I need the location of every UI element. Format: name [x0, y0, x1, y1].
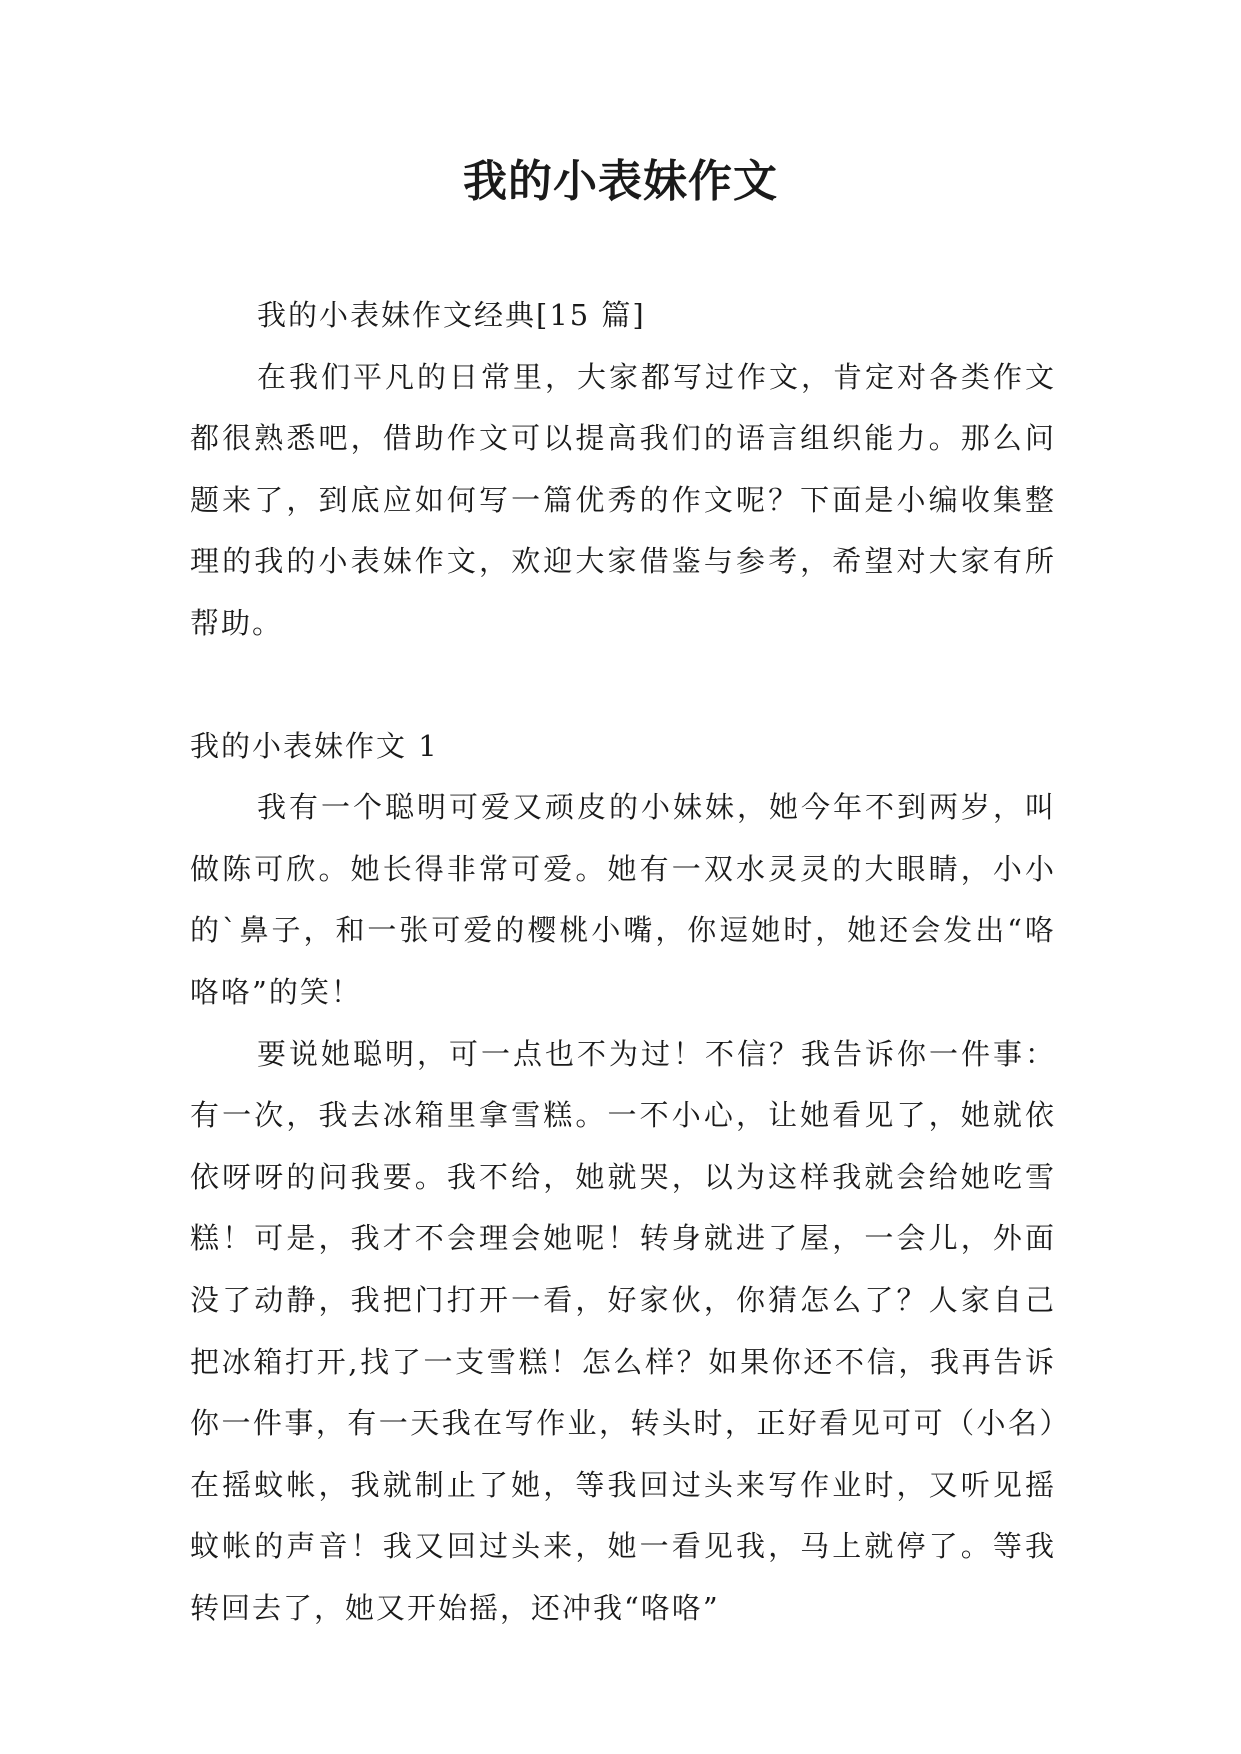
subtitle: 我的小表妹作文经典[15 篇] — [257, 298, 646, 332]
body-paragraph: 我有一个聪明可爱又顽皮的小妹妹，她今年不到两岁，叫做陈可欣。她长得非常可爱。她有一双水灵灵的大眼睛，小小的`鼻子，和一张可爱的樱桃小嘴，你逗她时，她还会发出“咯咯咯”的笑！ — [190, 790, 1056, 1009]
section-heading: 我的小表妹作文 1 — [190, 728, 439, 763]
body-paragraph: 要说她聪明，可一点也不为过！不信？我告诉你一件事：有一次，我去冰箱里拿雪糕。一不小心，让她看见了，她就依依呀呀的问我要。我不给，她就哭，以为这样我就会给她吃雪糕！可是，我才不会理会她呢！转身就进了屋，一会儿，外面没了动静，我把门打开一看，好家伙，你猜怎么了？人家自己把冰箱打开,找了一支雪糕！怎么样？如果你还不信，我再告诉你一件事，有一天我在写作业，转头时，正好看见可可（小名）在摇蚊帐，我就制止了她，等我回过头来写作业时，又听见摇蚊帐的声音！我又回过头来，她一看见我，马上就停了。等我转回去了，她又开始摇，还冲我“咯咯” — [190, 1036, 1056, 1625]
intro-paragraph: 在我们平凡的日常里，大家都写过作文，肯定对各类作文都很熟悉吧，借助作文可以提高我们的语言组织能力。那么问题来了，到底应如何写一篇优秀的作文呢？下面是小编收集整理的我的小表妹作文，欢迎大家借鉴与参考，希望对大家有所帮助。 — [190, 359, 1056, 640]
section-spacer — [190, 655, 1056, 716]
document-body — [190, 285, 1056, 1639]
page-title: 我的小表妹作文 — [463, 156, 778, 207]
